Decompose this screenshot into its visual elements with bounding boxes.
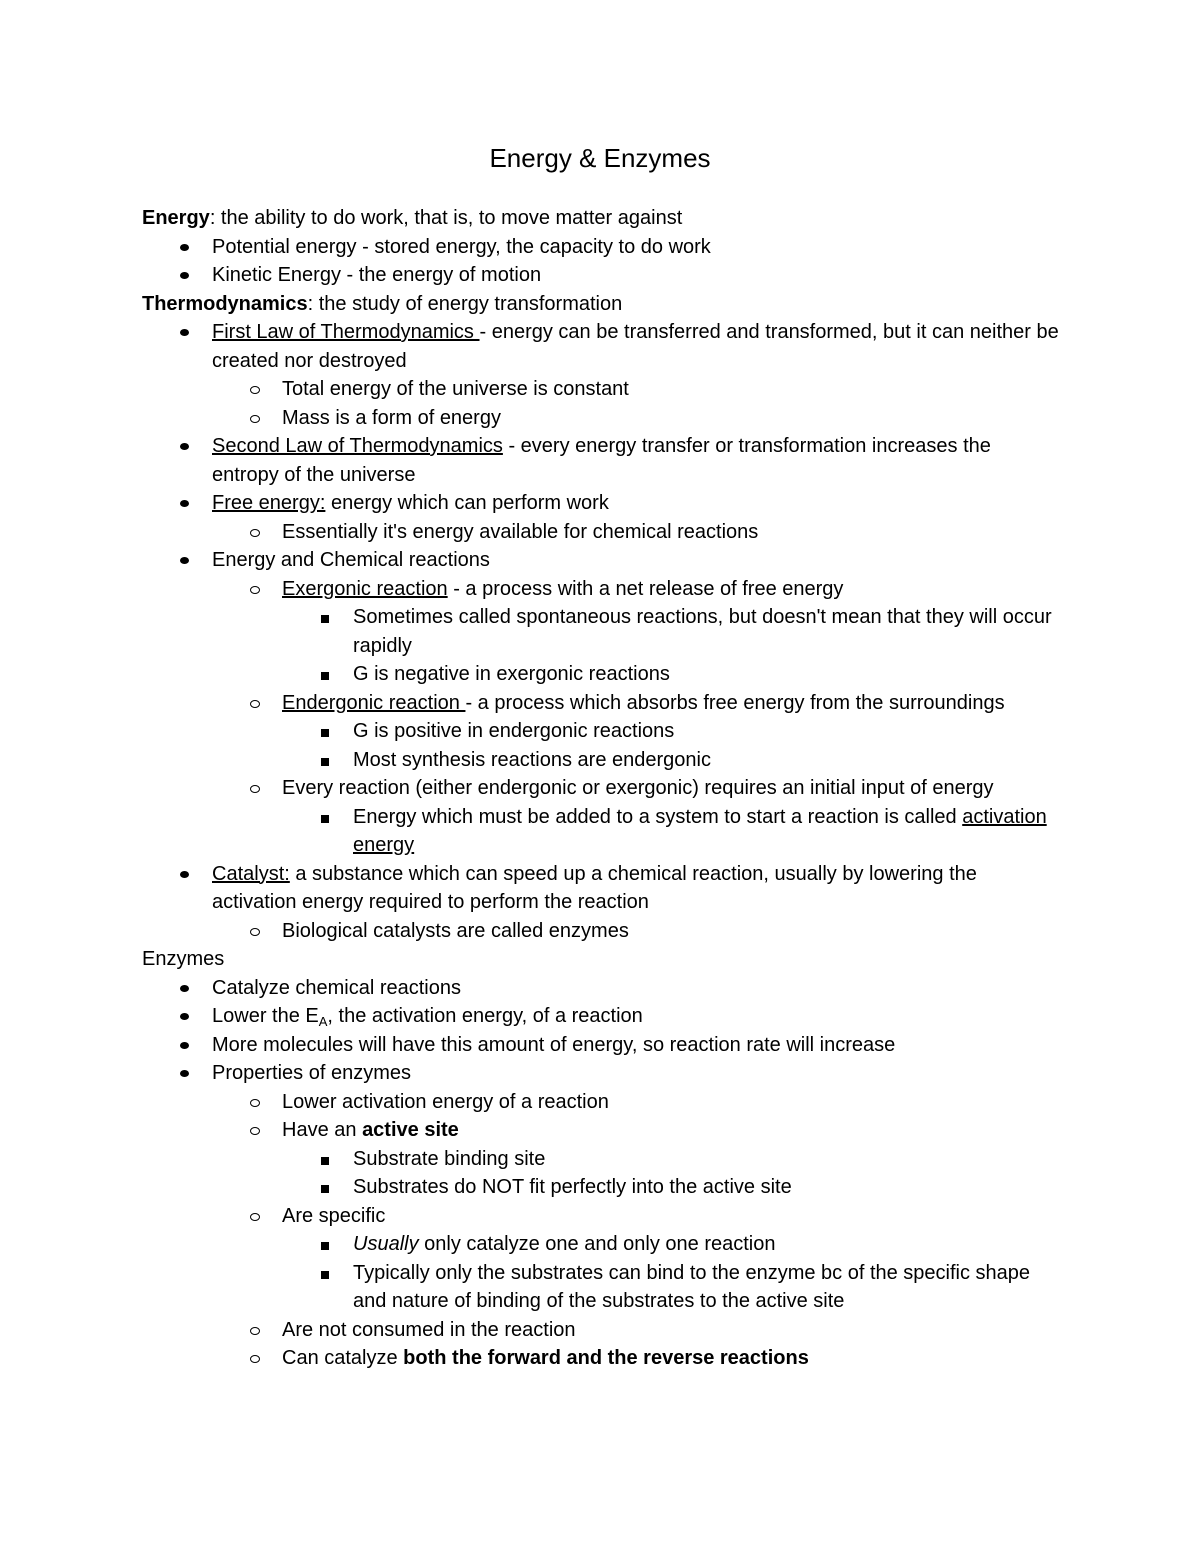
exergonic-text: - a process with a net release of free energy	[447, 577, 844, 600]
list-item-properties	[142, 1059, 1062, 1088]
bullet-circle-icon	[249, 518, 263, 547]
list-item-text: Substrate binding site	[353, 1147, 546, 1170]
bullet-square-icon	[319, 717, 333, 746]
list-item	[142, 1031, 1062, 1060]
bullet-disc-icon	[178, 233, 192, 262]
bullet-square-icon	[319, 1230, 333, 1259]
list-item-text: Lower activation energy of a reaction	[282, 1090, 609, 1113]
list-item-active-site	[142, 1116, 1062, 1145]
first-law-label: First Law of Thermodynamics	[212, 321, 480, 343]
bullet-disc-icon	[178, 489, 192, 518]
bullet-circle-icon	[249, 1344, 263, 1373]
list-item	[142, 1002, 1062, 1031]
thermodynamics-term: Thermodynamics	[142, 292, 308, 315]
list-item-text: Essentially it's energy available for chemical reactions	[282, 520, 759, 543]
list-item-text: Energy and Chemical reactions	[212, 549, 490, 571]
bullet-disc-icon	[178, 261, 192, 290]
list-item-text: Lower the E	[212, 1005, 319, 1027]
energy-definition-text: : the ability to do work, that is, to move matter against	[209, 207, 683, 229]
list-item	[142, 404, 1062, 433]
bullet-square-icon	[319, 660, 333, 689]
list-item-text: Total energy of the universe is constant	[282, 378, 629, 400]
list-item	[142, 803, 1062, 860]
list-item-text: Most synthesis reactions are endergonic	[353, 748, 711, 771]
list-item	[142, 1230, 1062, 1259]
free-energy-text: energy which can perform work	[325, 492, 609, 514]
bullet-circle-icon	[249, 375, 263, 404]
bullet-disc-icon	[178, 974, 192, 1003]
usually-emphasis: Usually	[353, 1233, 419, 1255]
bullet-circle-icon	[249, 917, 263, 946]
list-item-text: Substrates do NOT fit perfectly into the active site	[353, 1176, 792, 1198]
list-item-free-energy	[142, 489, 1062, 518]
list-item	[142, 660, 1062, 689]
bullet-circle-icon	[249, 1316, 263, 1345]
list-item-text: Are specific	[282, 1204, 386, 1227]
enzymes-heading: Enzymes	[142, 948, 225, 970]
list-item-text: Catalyze chemical reactions	[212, 976, 461, 999]
bullet-square-icon	[319, 746, 333, 775]
list-item	[142, 261, 1062, 290]
list-item-text: Every reaction (either endergonic or exergonic) requires an initial input of energy	[282, 777, 994, 799]
second-law-text: - every energy transfer or transformation increases the entropy of the universe	[212, 435, 991, 486]
bullet-circle-icon	[249, 1202, 263, 1231]
bullet-disc-icon	[178, 860, 192, 889]
energy-list	[142, 233, 1062, 290]
list-item-text: Sometimes called spontaneous reactions, but doesn't mean that they will occur rapidly	[353, 606, 1052, 657]
list-item	[142, 603, 1062, 660]
bullet-square-icon	[319, 1173, 333, 1202]
list-item-text: Biological catalysts are called enzymes	[282, 919, 629, 942]
free-energy-label: Free energy:	[212, 492, 326, 514]
list-item-text: Properties of enzymes	[212, 1062, 411, 1084]
bullet-circle-icon	[249, 689, 263, 718]
list-item-text: Typically only the substrates can bind to the enzyme bc of the specific shape and nature of binding of the substrates to the active site	[353, 1261, 1031, 1312]
list-item	[142, 1316, 1062, 1345]
bullet-disc-icon	[178, 1059, 192, 1088]
bullet-square-icon	[319, 1145, 333, 1174]
bullet-square-icon	[319, 603, 333, 632]
bullet-circle-icon	[249, 1088, 263, 1117]
list-item-catalyst	[142, 860, 1062, 917]
list-item-text: Have an	[282, 1119, 363, 1141]
list-item-exergonic	[142, 575, 1062, 604]
bullet-square-icon	[319, 1259, 333, 1288]
activation-energy-term: activation energy	[353, 805, 1047, 856]
list-item-every-reaction	[142, 774, 1062, 803]
bullet-disc-icon	[178, 318, 192, 347]
bullet-circle-icon	[249, 774, 263, 803]
bullet-disc-icon	[178, 1031, 192, 1060]
forward-reverse-term: both the forward and the reverse reactions	[403, 1347, 809, 1369]
list-item-specific	[142, 1202, 1062, 1231]
bullet-disc-icon	[178, 432, 192, 461]
list-item	[142, 746, 1062, 775]
list-item-text: Mass is a form of energy	[282, 406, 501, 429]
energy-definition	[142, 204, 1062, 233]
active-site-term: active site	[362, 1119, 459, 1141]
list-item-endergonic	[142, 689, 1062, 718]
document-body	[142, 204, 1062, 1373]
list-item-text: Are not consumed in the reaction	[282, 1318, 576, 1341]
second-law-label: Second Law of Thermodynamics	[212, 435, 503, 457]
list-item-chemical-reactions	[142, 546, 1062, 575]
bullet-disc-icon	[178, 1002, 192, 1031]
list-item-text: Can catalyze	[282, 1347, 404, 1369]
enzymes-list	[142, 974, 1062, 1373]
thermodynamics-list	[142, 318, 1062, 945]
list-item	[142, 1145, 1062, 1174]
list-item-text: G is negative in exergonic reactions	[353, 663, 670, 685]
document-title: Energy & Enzymes	[489, 143, 711, 173]
list-item	[142, 375, 1062, 404]
thermodynamics-definition	[142, 290, 1062, 319]
list-item-text: only catalyze one and only one reaction	[418, 1233, 776, 1255]
list-item-text: More molecules will have this amount of energy, so reaction rate will increase	[212, 1033, 896, 1056]
list-item-text: G is positive in endergonic reactions	[353, 720, 675, 742]
catalyst-text: a substance which can speed up a chemical reaction, usually by lowering the activation energy required to perform the reaction	[212, 862, 977, 913]
list-item-text: Potential energy - stored energy, the capacity to do work	[212, 235, 711, 258]
thermodynamics-definition-text: : the study of energy transformation	[307, 292, 623, 315]
list-item	[142, 974, 1062, 1003]
list-item	[142, 917, 1062, 946]
list-item	[142, 1259, 1062, 1316]
list-item	[142, 1088, 1062, 1117]
bullet-square-icon	[319, 803, 333, 832]
subscript: A	[318, 1014, 328, 1029]
list-item-catalyze-both	[142, 1344, 1062, 1373]
endergonic-label: Endergonic reaction	[282, 691, 466, 714]
list-item-text: Energy which must be added to a system to start a reaction is called	[353, 805, 963, 828]
endergonic-text: - a process which absorbs free energy from the surroundings	[465, 691, 1005, 714]
list-item-text: , the activation energy, of a reaction	[327, 1005, 643, 1027]
list-item-first-law	[142, 318, 1062, 375]
exergonic-label: Exergonic reaction	[282, 577, 448, 600]
list-item-text: Kinetic Energy - the energy of motion	[212, 264, 542, 286]
list-item-second-law	[142, 432, 1062, 489]
catalyst-label: Catalyst:	[212, 862, 290, 885]
bullet-circle-icon	[249, 1116, 263, 1145]
list-item	[142, 233, 1062, 262]
energy-term: Energy	[142, 207, 210, 229]
bullet-circle-icon	[249, 575, 263, 604]
list-item	[142, 518, 1062, 547]
bullet-circle-icon	[249, 404, 263, 433]
list-item	[142, 717, 1062, 746]
bullet-disc-icon	[178, 546, 192, 575]
first-law-text: - energy can be transferred and transformed, but it can neither be created nor destroyed	[212, 321, 1059, 372]
list-item	[142, 1173, 1062, 1202]
